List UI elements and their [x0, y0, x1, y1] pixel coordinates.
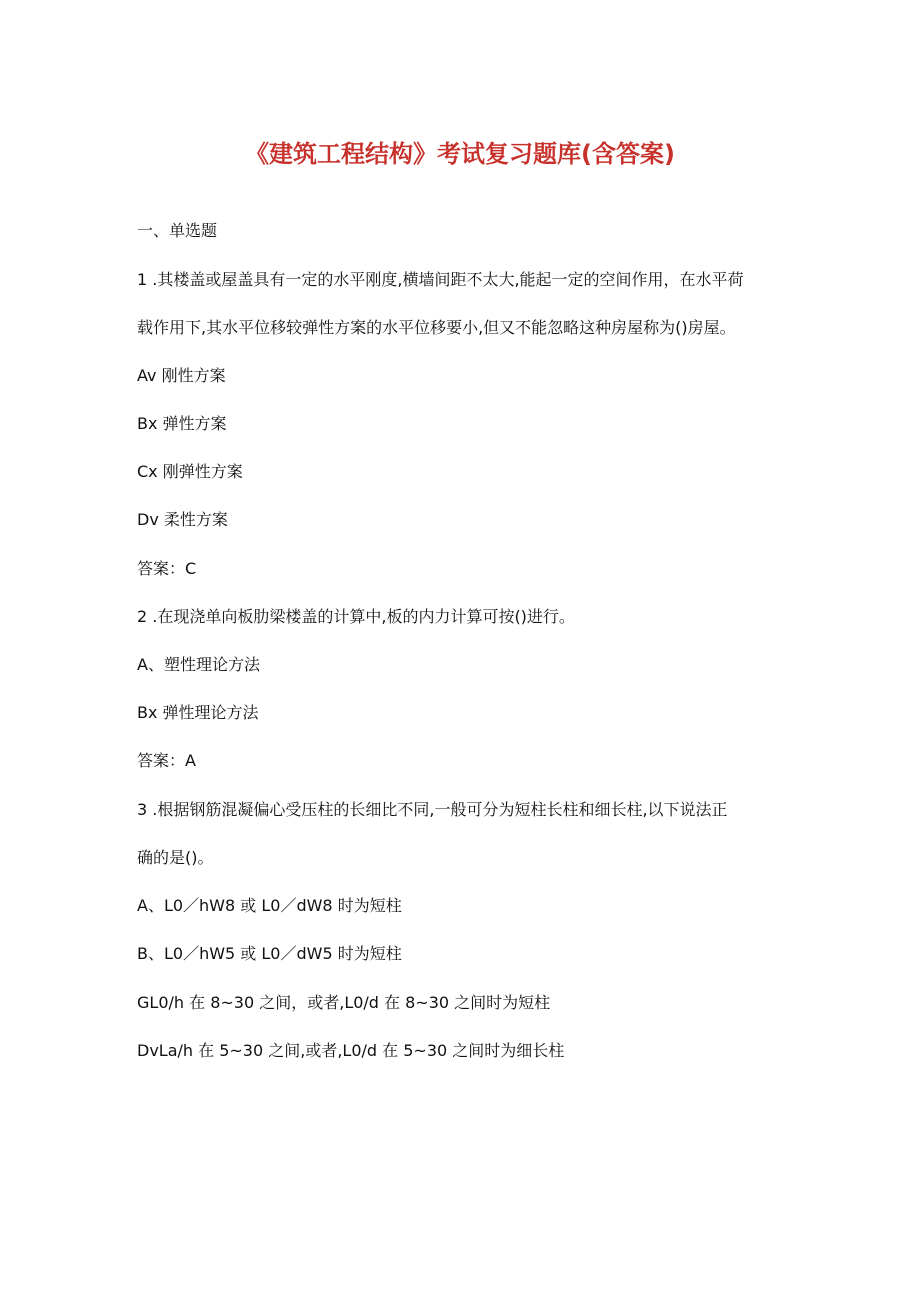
question-3-option-c: GL0/h 在 8~30 之间，或者,L0/d 在 8~30 之间时为短柱: [137, 993, 551, 1012]
question-3-stem-line-1: 3 .根据钢筋混凝偏心受压柱的长细比不同,一般可分为短柱长柱和细长柱,以下说法正: [137, 800, 728, 819]
question-1-stem-line-1: 1 .其楼盖或屋盖具有一定的水平刚度,横墙间距不太大,能起一定的空间作用，在水平荷: [137, 270, 744, 289]
question-3-option-a: A、L0／hW8 或 L0／dW8 时为短柱: [137, 896, 402, 915]
question-1-stem-line-2: 载作用下,其水平位移较弹性方案的水平位移要小,但又不能忽略这种房屋称为()房屋。: [137, 318, 736, 337]
question-2-answer: 答案：A: [137, 751, 196, 770]
section-heading: 一、单选题: [137, 221, 218, 240]
question-1-option-b: Bx 弹性方案: [137, 414, 227, 433]
question-3-stem-line-2: 确的是()。: [137, 848, 214, 867]
question-3-option-d: DvLa/h 在 5~30 之间,或者,L0/d 在 5~30 之间时为细长柱: [137, 1041, 565, 1060]
question-1-option-c: Cx 刚弹性方案: [137, 462, 243, 481]
question-1-option-a: Av 刚性方案: [137, 366, 226, 385]
question-1-option-d: Dv 柔性方案: [137, 510, 228, 529]
question-2-stem-line-1: 2 .在现浇单向板肋梁楼盖的计算中,板的内力计算可按()进行。: [137, 607, 575, 626]
question-1-answer: 答案：C: [137, 559, 197, 578]
question-2-option-b: Bx 弹性理论方法: [137, 703, 259, 722]
question-3-option-b: B、L0／hW5 或 L0／dW5 时为短柱: [137, 944, 402, 963]
question-2-option-a: A、塑性理论方法: [137, 655, 260, 674]
document-title: 《建筑工程结构》考试复习题库(含答案): [245, 140, 675, 168]
